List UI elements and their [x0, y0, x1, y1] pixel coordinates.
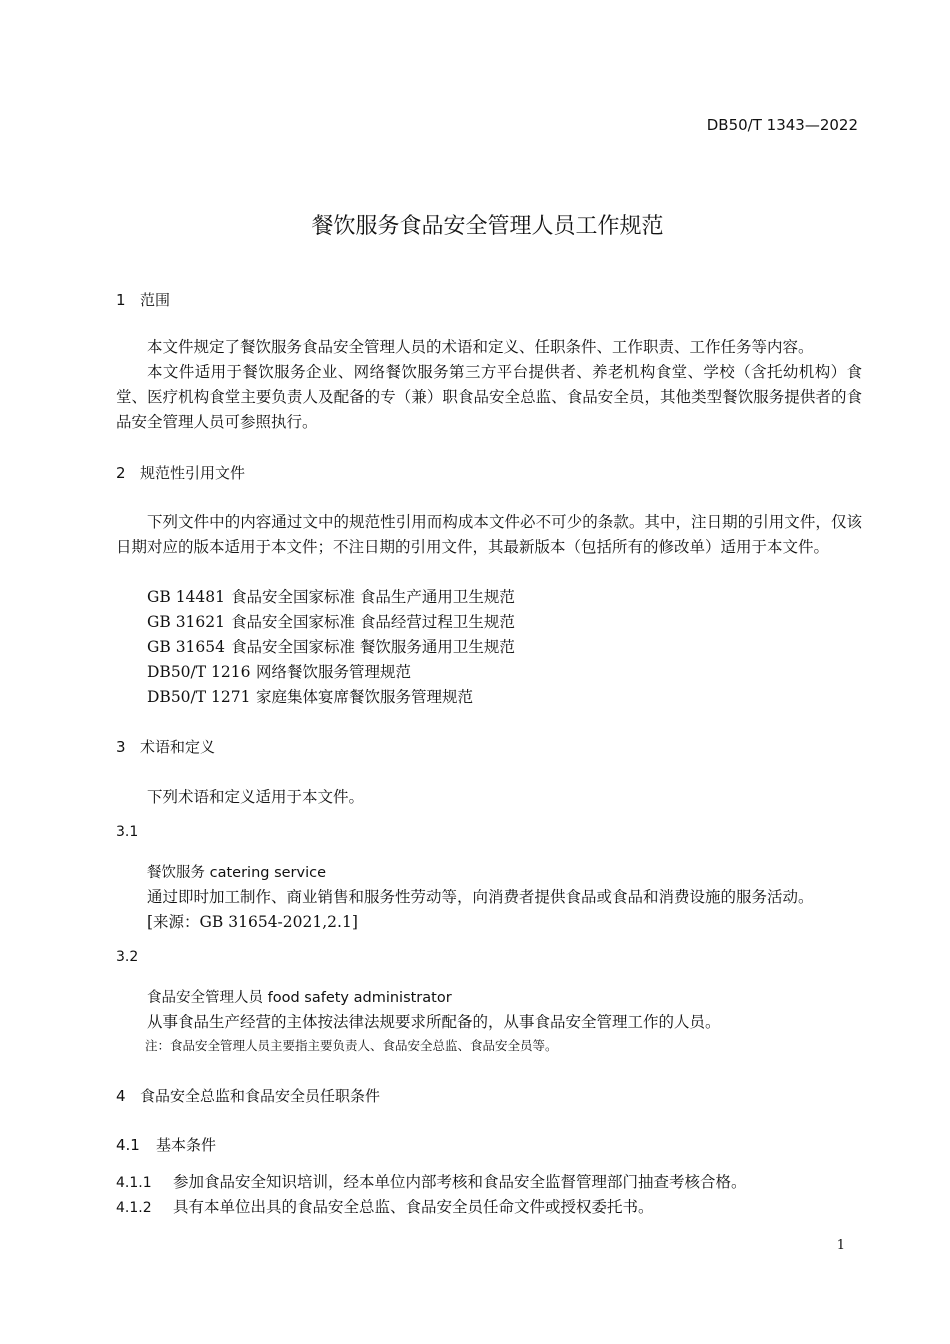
paragraph: 下列术语和定义适用于本文件。: [147, 788, 365, 806]
clause: [116, 1195, 654, 1217]
reference-item: [147, 660, 411, 682]
clause-number: 4.1.1: [116, 1175, 152, 1191]
clause-number: 4.1.2: [116, 1200, 152, 1216]
subsection-number: 4.1: [116, 1136, 140, 1154]
clause: [116, 1170, 747, 1192]
term-heading: 食品安全管理人员 food safety administrator: [147, 990, 452, 1006]
section-title: 规范性引用文件: [140, 464, 246, 482]
term-note: 注：食品安全管理人员主要指主要负责人、食品安全总监、食品安全员等。: [145, 1038, 558, 1053]
clause-text: 具有本单位出具的食品安全总监、食品安全员任命文件或授权委托书。: [173, 1198, 654, 1216]
clause-text: 参加食品安全知识培训，经本单位内部考核和食品安全监督管理部门抽查考核合格。: [173, 1173, 747, 1191]
reference-code: DB50/T 1271: [147, 688, 251, 706]
paragraph: 本文件适用于餐饮服务企业、网络餐饮服务第三方平台提供者、养老机构食堂、学校（含托幼机构）食堂、医疗机构食堂主要负责人及配备的专（兼）职食品安全总监、食品安全员，其他类型餐饮服务提供者的食品安全管理人员可参照执行。: [116, 363, 862, 431]
subsection-heading: [116, 1134, 216, 1155]
term-number: 3.2: [116, 949, 139, 965]
section-heading-4: [116, 1085, 380, 1106]
reference-title: 家庭集体宴席餐饮服务管理规范: [256, 688, 474, 706]
term-definition: 通过即时加工制作、商业销售和服务性劳动等，向消费者提供食品或食品和消费设施的服务活动。: [147, 888, 814, 906]
section-number: 3: [116, 738, 126, 756]
section-number: 4: [116, 1087, 126, 1105]
paragraph: 本文件规定了餐饮服务食品安全管理人员的术语和定义、任职条件、工作职责、工作任务等内容。: [147, 338, 814, 356]
term-definition: 从事食品生产经营的主体按法律法规要求所配备的，从事食品安全管理工作的人员。: [147, 1013, 721, 1031]
standard-code: DB50/T 1343—2022: [706, 116, 858, 134]
reference-title: 食品安全国家标准 食品经营过程卫生规范: [231, 613, 515, 631]
reference-item: [147, 635, 515, 657]
reference-title: 食品安全国家标准 餐饮服务通用卫生规范: [231, 638, 515, 656]
section-title: 食品安全总监和食品安全员任职条件: [140, 1087, 381, 1105]
section-title: 术语和定义: [140, 738, 216, 756]
paragraph: 下列文件中的内容通过文中的规范性引用而构成本文件必不可少的条款。其中，注日期的引用文件，仅该日期对应的版本适用于本文件；不注日期的引用文件，其最新版本（包括所有的修改单）适用于本文件。: [116, 513, 862, 556]
section-number: 1: [116, 291, 126, 309]
term-heading: 餐饮服务 catering service: [147, 865, 327, 881]
section-heading-2: [116, 462, 245, 483]
section-number: 2: [116, 464, 126, 482]
term-number: 3.1: [116, 824, 139, 840]
reference-code: GB 31621: [147, 613, 226, 631]
page-number: 1: [836, 1238, 845, 1253]
reference-item: [147, 685, 473, 707]
reference-item: [147, 585, 515, 607]
reference-code: GB 31654: [147, 638, 226, 656]
reference-title: 食品安全国家标准 食品生产通用卫生规范: [231, 588, 515, 606]
term-source: [来源：GB 31654-2021,2.1]: [147, 913, 358, 931]
section-heading-1: [116, 289, 170, 310]
reference-code: DB50/T 1216: [147, 663, 251, 681]
document-title: 餐饮服务食品安全管理人员工作规范: [311, 214, 664, 239]
subsection-title: 基本条件: [156, 1136, 217, 1154]
section-heading-3: [116, 736, 215, 757]
reference-item: [147, 610, 515, 632]
section-title: 范围: [140, 291, 171, 309]
reference-code: GB 14481: [147, 588, 226, 606]
reference-title: 网络餐饮服务管理规范: [256, 663, 412, 681]
